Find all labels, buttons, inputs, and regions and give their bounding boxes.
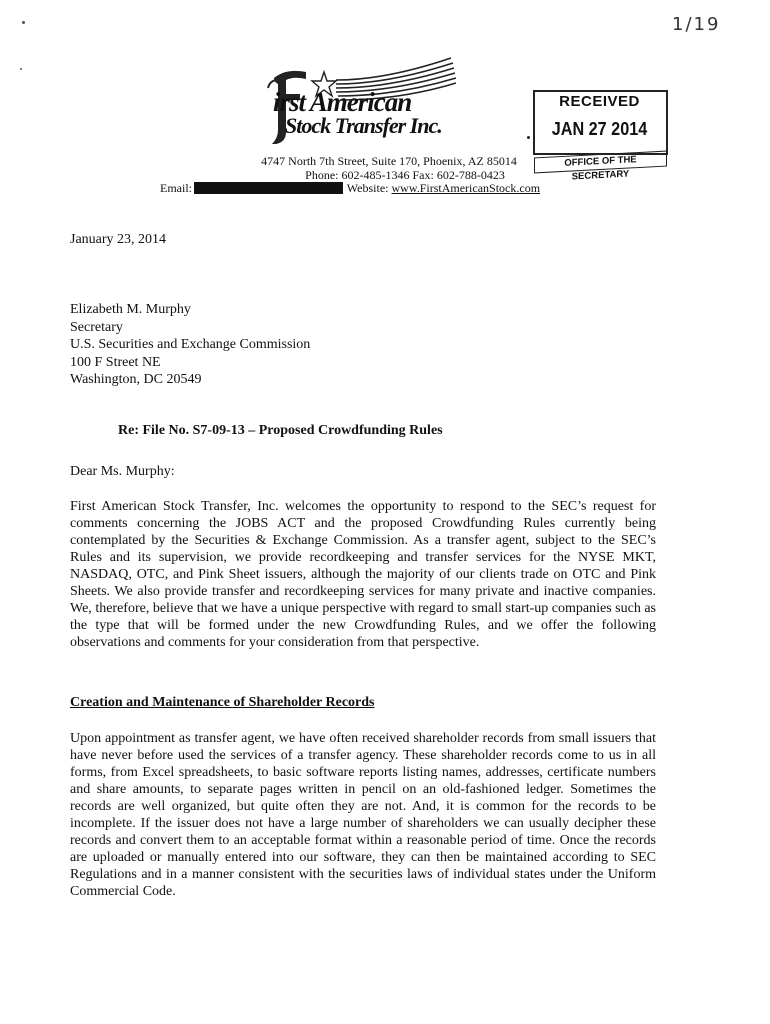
recipient-name: Elizabeth M. Murphy — [70, 302, 191, 317]
salutation: Dear Ms. Murphy: — [70, 464, 175, 479]
stamp-date: JAN 27 2014 — [551, 119, 648, 139]
stamp-received-text: RECEIVED — [559, 93, 640, 110]
letterhead-email-website-row — [160, 181, 540, 195]
company-logo-line1: irst American — [273, 87, 412, 117]
letter-date: January 23, 2014 — [70, 232, 167, 247]
stamp-office: OFFICE OF THE SECRETARY — [534, 151, 667, 174]
email-label: Email: — [160, 181, 192, 195]
redacted-email — [194, 182, 343, 194]
recipient-city: Washington, DC 20549 — [70, 372, 202, 387]
website-link[interactable]: www.FirstAmericanStock.com — [391, 181, 541, 195]
letterhead-phone-fax: Phone: 602-485-1346 Fax: 602-788-0423 — [305, 168, 505, 182]
company-logo-line2: Stock Transfer Inc. — [285, 113, 442, 138]
recipient-organization: U.S. Securities and Exchange Commission — [70, 337, 311, 352]
recipient-address — [70, 301, 310, 389]
section-heading: Creation and Maintenance of Shareholder Records — [70, 695, 375, 710]
received-stamp — [533, 90, 666, 183]
recipient-title: Secretary — [70, 319, 123, 335]
body-paragraph: Upon appointment as transfer agent, we have often received shareholder records from small issuers that have never before used the services of a transfer agency. These shareholder records come to us in all forms, from Excel spreadsheets, to basic software reports listing names, addresses, certificate numbers and share amounts, to separate pages written in pencil on an old-fashioned ledger. Sometimes the records are well organized, but quite often they are not. And, it is common for the records to be incomplete. If the issuer does not have a large number of shareholders we can usually decipher these records and convert them to an acceptable format within a reasonable period of time. Once the records are uploaded or manually entered into our software, they can then be maintained according to SEC Regulations and in a manner consistent with the securities laws of individual states under the Uniform Commercial Code. — [70, 731, 656, 899]
subject-line: Re: File No. S7-09-13 – Proposed Crowdfunding Rules — [118, 423, 443, 438]
letterhead-address: 4747 North 7th Street, Suite 170, Phoenix, AZ 85014 — [261, 154, 517, 168]
recipient-street: 100 F Street NE — [70, 354, 161, 370]
scan-speck — [527, 136, 530, 139]
scan-speck — [20, 68, 22, 70]
scan-speck — [22, 21, 25, 24]
handwritten-note: 1/19 — [672, 14, 721, 35]
body-paragraph: First American Stock Transfer, Inc. welcomes the opportunity to respond to the SEC’s request for comments concerning the JOBS ACT and the proposed Crowdfunding Rules currently being contemplated by the Securities & Exchange Commission. As a transfer agent, subject to the SEC’s Rules and its supervision, we provide recordkeeping and transfer services for the NYSE MKT, NASDAQ, OTC, and Pink Sheet issuers, although the majority of our clients trade on OTC and Pink Sheets. We also provide transfer and recordkeeping services for many private and inactive companies. We, therefore, believe that we have a unique perspective with regard to small start-up companies such as the type that will be formed under the new Crowdfunding Rules, and we offer the following observations and comments for your consideration from that perspective. — [70, 499, 656, 650]
website-label: Website: — [346, 181, 389, 195]
